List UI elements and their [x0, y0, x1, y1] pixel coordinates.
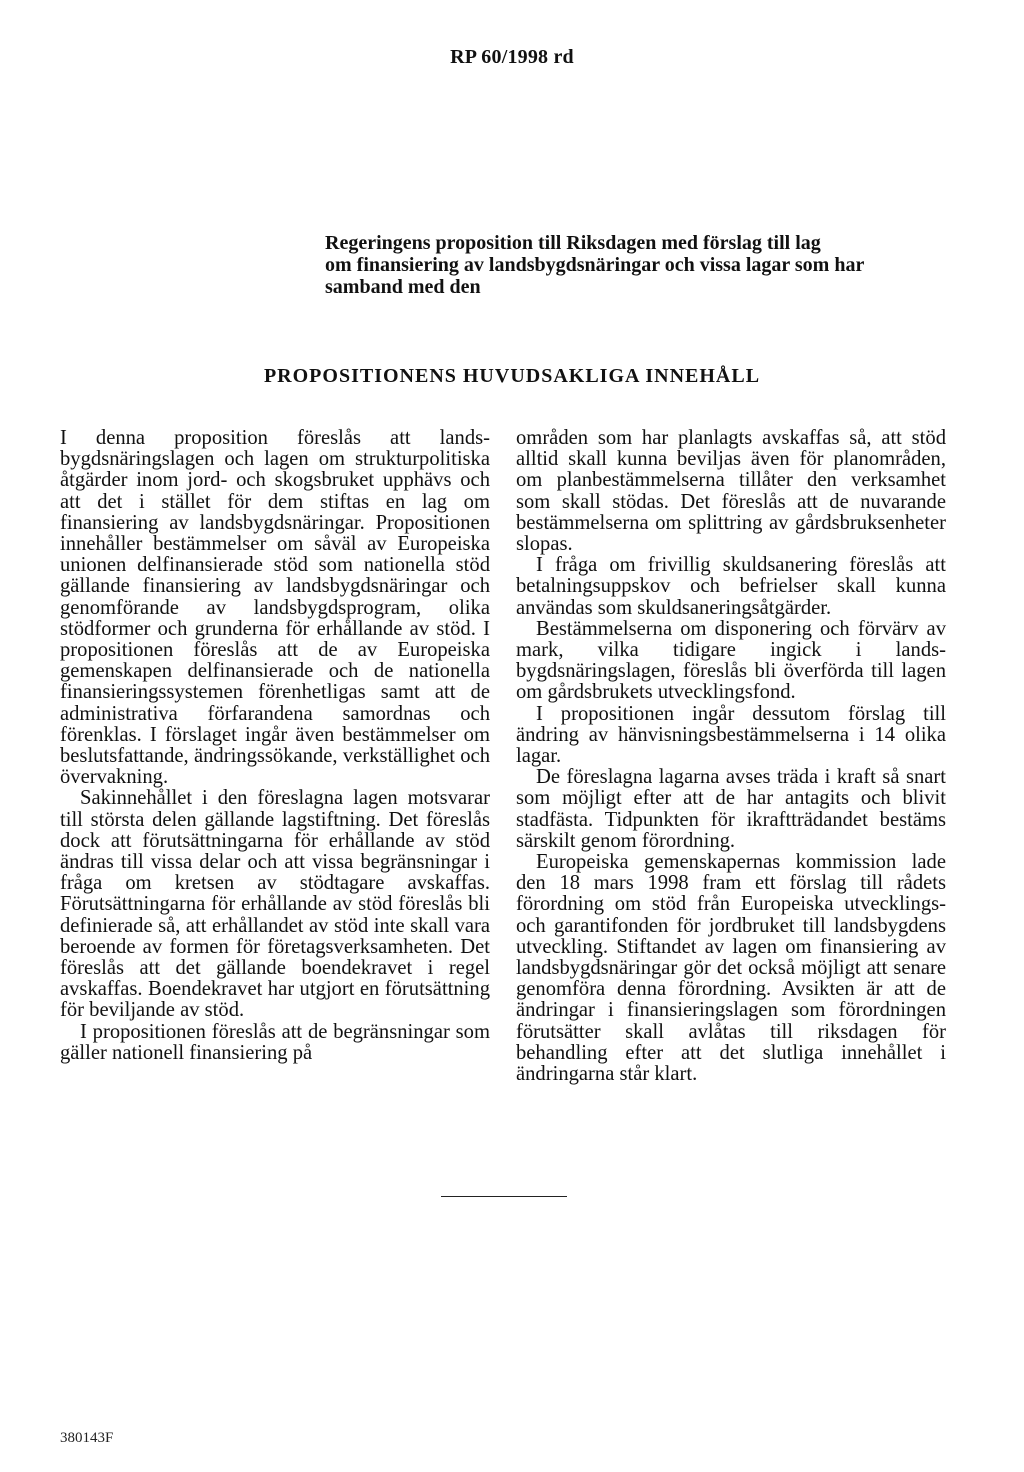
- right-column: [516, 428, 946, 1085]
- body-paragraph: Europeiska gemenskapernas kommission lade den 18 mars 1998 fram ett förslag till rådets förordning om stöd från Europeiska utvecklings- och garantifonden för jordbruket till landsbygdens utveckling. Stiftandet av lagen om finansiering av landsbygdsnäringar gör det också möjligt att senare genomföra denna förordning. Avsikten är att de ändringar i finansieringslagen som förordningen förutsätter skall avlåtas till riksdagen för behandling efter att det slutliga innehållet i ändringarna står klart.: [516, 851, 946, 1086]
- section-heading: PROPOSITIONENS HUVUDSAKLIGA INNEHÅLL: [263, 365, 761, 387]
- body-paragraph: områden som har planlagts avskaffas så, att stöd alltid skall kunna beviljas även för planområden, om planbestämmelserna tillåter den verksamhet som skall stödas. Det föreslås att de nuvarande bestämmelserna om splittring av gårdsbruksenheter slopas.: [516, 427, 946, 556]
- left-column: [60, 428, 490, 1064]
- body-paragraph: Sakinnehållet i den föreslagna lagen motsvarar till största delen gällande lagstiftning. Det föreslås dock att förutsättningarna för erhållande av stöd ändras till vissa delar och att vissa begränsningar i fråga om kretsen av stödtagare avskaffas. Förutsättningarna för erhållande av stöd föreslås bli definierade så, att erhållandet av stöd inte skall vara beroende av formen för företagsverksamheten. Det föreslås att det gällande boendekravet i regel avskaffas. Boendekravet har utgjort en förutsättning för beviljande av stöd.: [60, 787, 490, 1022]
- title-line: samband med den: [325, 276, 481, 298]
- title-line: Regeringens proposition till Riksdagen med förslag till lag: [325, 232, 821, 254]
- body-paragraph: I propositionen föreslås att de begränsningar som gäller nationell finansiering på: [60, 1020, 490, 1064]
- body-paragraph: I propositionen ingår dessutom förslag till ändring av hänvisningsbestämmelserna i 14 olika lagar.: [516, 702, 946, 768]
- body-paragraph: I denna proposition föreslås att landsbygdsnäringslagen och lagen om strukturpolitiska åtgärder inom jord- och skogsbruket upphävs och att det i stället för dem stiftas en lag om finansiering av landsbygdsnäringar. Propositionen innehåller bestämmelser om såväl av Europeiska unionen delfinansierade stöd som nationella stöd gällande finansiering av landsbygdsnäringar och genomförande av landsbygdsprogram, olika stödformer och grunderna för erhållande av stöd. I propositionen föreslås att de av Europeiska gemenskapen delfinansierade och de nationella finansieringssystemen förenhetligas samt att de administrativa förfarandena samordnas och förenklas. I förslaget ingår även bestämmelser om beslutsfattande, ändringssökande, verkställighet och övervakning.: [60, 427, 490, 789]
- title-line: om finansiering av landsbygdsnäringar och vissa lagar som har: [325, 254, 865, 276]
- body-paragraph: Bestämmelserna om disponering och förvärv av mark, vilka tidigare ingick i landsbygdsnäringslagen, föreslås bli överförda till lagen om gårdsbrukets utvecklingsfond.: [516, 617, 946, 704]
- body-paragraph: I fråga om frivillig skuldsanering föreslås att betalningsuppskov och befrielser skall kunna användas som skuldsaneringsåtgärder.: [516, 554, 946, 619]
- body-paragraph: De föreslagna lagarna avses träda i kraft så snart som möjligt efter att de har antagits och blivit stadfästa. Tidpunkten för ikraftträdandet bestäms särskilt genom förordning.: [516, 766, 946, 852]
- print-code: 380143F: [60, 1430, 114, 1446]
- proposition-title: [325, 232, 965, 298]
- closing-rule: [441, 1196, 567, 1197]
- document-number: RP 60/1998 rd: [450, 46, 574, 68]
